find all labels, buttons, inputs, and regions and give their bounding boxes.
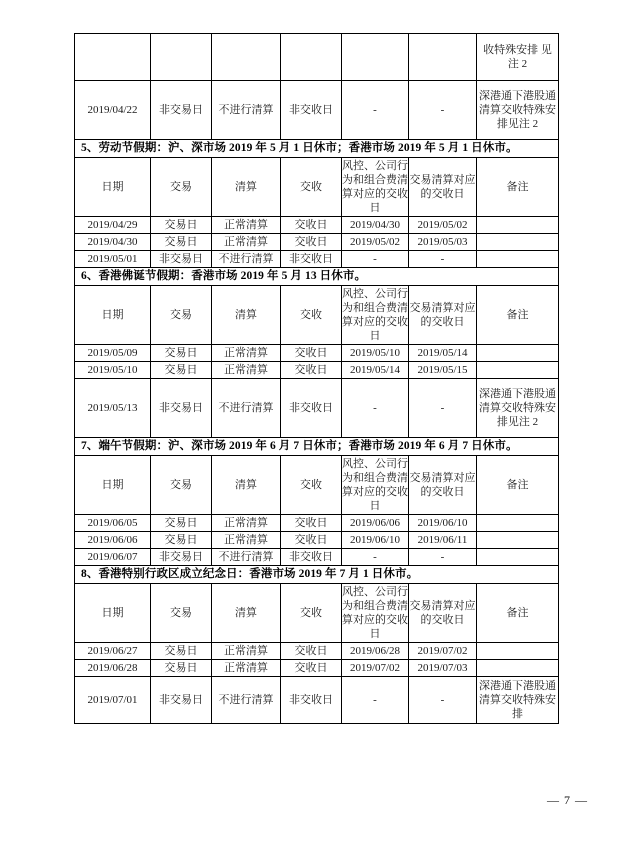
risk-settlement-cell: 2019/05/10 [342,345,409,362]
remark-cell [477,549,559,566]
trade-cell: 非交易日 [151,549,212,566]
section-7-title: 7、端午节假期：沪、深市场 2019 年 6 月 7 日休市；香港市场 2019 年 6 月 7 日休市。 [75,438,559,456]
section-5-title: 5、劳动节假期：沪、深市场 2019 年 5 月 1 日休市；香港市场 2019 年 5 月 1 日休市。 [75,140,559,158]
column-header-row [75,456,559,515]
table-row [75,81,559,140]
clearing-cell: 不进行清算 [212,251,281,268]
date-cell: 2019/04/30 [75,234,151,251]
column-header [477,286,559,345]
trade-cell: 交易日 [151,345,212,362]
remark-cell-text [477,258,558,260]
column-header [281,286,342,345]
remark-cell [477,379,559,438]
column-header [75,456,151,515]
section-header-row [75,438,559,456]
column-header-text: 风控、公司行为和组合费清算对应的交收日 [342,288,408,342]
trade-settlement-cell: 2019/07/02 [409,643,477,660]
trade-settlement-cell: 2019/07/03 [409,660,477,677]
column-header-text: 交收 [300,607,322,619]
section-header-row [75,140,559,158]
table-row [75,251,559,268]
column-header [409,286,477,345]
trade-settlement-cell: - [409,81,477,140]
settlement-cell: 非交收日 [281,379,342,438]
settlement-cell: 交收日 [281,643,342,660]
remark-cell [477,532,559,549]
remark-cell-text [477,241,558,243]
table-cell-empty [75,34,151,81]
column-header [409,584,477,643]
clearing-cell: 正常清算 [212,660,281,677]
trade-cell: 交易日 [151,234,212,251]
holiday-calendar-tables [74,33,558,724]
trade-cell: 交易日 [151,532,212,549]
column-header-text: 交收 [300,181,322,193]
risk-settlement-cell: 2019/04/30 [342,217,409,234]
risk-settlement-cell: 2019/06/28 [342,643,409,660]
column-header-text: 交易 [170,479,192,491]
column-header-text: 备注 [506,607,529,619]
table-row [75,345,559,362]
column-header [342,584,409,643]
column-header-text: 风控、公司行为和组合费清算对应的交收日 [342,160,408,214]
date-cell: 2019/06/28 [75,660,151,677]
date-cell: 2019/07/01 [75,677,151,724]
clearing-cell: 正常清算 [212,345,281,362]
remark-cell-text [477,667,558,669]
column-header [281,584,342,643]
settlement-cell: 交收日 [281,532,342,549]
table-row [75,217,559,234]
column-header-text: 交易清算对应的交收日 [409,472,476,498]
settlement-cell: 交收日 [281,660,342,677]
column-header [477,158,559,217]
settlement-cell: 非交收日 [281,81,342,140]
trade-cell: 交易日 [151,643,212,660]
trade-cell: 非交易日 [151,677,212,724]
column-header [342,456,409,515]
page-number: — 7 — [547,793,588,807]
trade-settlement-cell: - [409,251,477,268]
risk-settlement-cell: - [342,549,409,566]
section-8-title: 8、香港特别行政区成立纪念日：香港市场 2019 年 7 月 1 日休市。 [75,566,559,584]
settlement-cell: 交收日 [281,345,342,362]
remark-cell [477,34,559,81]
column-header [212,456,281,515]
trade-settlement-cell: 2019/06/11 [409,532,477,549]
column-header [75,584,151,643]
date-cell: 2019/05/09 [75,345,151,362]
trade-settlement-cell: 2019/05/03 [409,234,477,251]
trade-cell: 交易日 [151,217,212,234]
table-row [75,234,559,251]
column-header-text: 交收 [300,479,322,491]
trade-settlement-cell: 2019/05/15 [409,362,477,379]
clearing-cell: 正常清算 [212,643,281,660]
column-header [75,286,151,345]
column-header-row [75,584,559,643]
clearing-cell: 不进行清算 [212,549,281,566]
section-6-title: 6、香港佛诞节假期：香港市场 2019 年 5 月 13 日休市。 [75,268,559,286]
settlement-cell: 非交收日 [281,251,342,268]
remark-cell [477,251,559,268]
column-header-text: 风控、公司行为和组合费清算对应的交收日 [342,458,408,512]
column-header [342,286,409,345]
remark-cell-text [477,556,558,558]
remark-cell-text [477,369,558,371]
remark-cell [477,81,559,140]
column-header-text: 清算 [235,309,257,321]
date-cell: 2019/06/27 [75,643,151,660]
trade-cell: 交易日 [151,660,212,677]
table-row [75,532,559,549]
date-cell: 2019/05/13 [75,379,151,438]
clearing-cell: 不进行清算 [212,379,281,438]
date-cell: 2019/06/05 [75,515,151,532]
trade-settlement-cell: 2019/06/10 [409,515,477,532]
trade-settlement-cell: 2019/05/14 [409,345,477,362]
column-header-text: 日期 [101,309,124,321]
clearing-cell: 正常清算 [212,515,281,532]
table-row [75,677,559,724]
settlement-cell: 交收日 [281,234,342,251]
remark-cell [477,362,559,379]
risk-settlement-cell: - [342,81,409,140]
column-header [409,158,477,217]
column-header-text: 交易 [170,309,192,321]
column-header-text: 交易 [170,181,192,193]
column-header [151,286,212,345]
date-cell: 2019/05/01 [75,251,151,268]
settlement-cell: 非交收日 [281,549,342,566]
remark-cell [477,217,559,234]
trade-settlement-cell: - [409,677,477,724]
section-header-row [75,268,559,286]
date-cell: 2019/05/10 [75,362,151,379]
table-row [75,549,559,566]
table-cell-empty [409,34,477,81]
risk-settlement-cell: 2019/06/10 [342,532,409,549]
trade-cell: 非交易日 [151,251,212,268]
remark-cell [477,677,559,724]
settlement-cell: 交收日 [281,217,342,234]
column-header-text: 日期 [101,181,124,193]
trade-settlement-cell: 2019/05/02 [409,217,477,234]
table-cell-empty [151,34,212,81]
section-header-row [75,566,559,584]
column-header-text: 备注 [506,479,529,491]
column-header-text: 备注 [506,181,529,193]
column-header [212,286,281,345]
column-header [212,158,281,217]
risk-settlement-cell: - [342,379,409,438]
column-header-text: 清算 [235,607,257,619]
column-header-text: 清算 [235,479,257,491]
table-row [75,379,559,438]
table-row [75,362,559,379]
remark-cell-text [477,650,558,652]
table-cell-empty [342,34,409,81]
remark-cell [477,660,559,677]
risk-settlement-cell: 2019/05/14 [342,362,409,379]
clearing-cell: 不进行清算 [212,81,281,140]
column-header-text: 日期 [101,607,124,619]
column-header-text: 交易清算对应的交收日 [409,302,476,328]
remark-cell [477,515,559,532]
table-body [75,34,559,724]
trade-cell: 非交易日 [151,81,212,140]
table-row-partial [75,34,559,81]
clearing-cell: 正常清算 [212,532,281,549]
table-row [75,660,559,677]
settlement-cell: 交收日 [281,362,342,379]
settlement-cell: 非交收日 [281,677,342,724]
clearing-cell: 正常清算 [212,234,281,251]
remark-cell-text [477,224,558,226]
table-cell-empty [212,34,281,81]
column-header [342,158,409,217]
column-header-row [75,286,559,345]
table-row [75,515,559,532]
risk-settlement-cell: - [342,251,409,268]
risk-settlement-cell: 2019/06/06 [342,515,409,532]
column-header [151,584,212,643]
column-header-text: 交易清算对应的交收日 [409,174,476,200]
date-cell: 2019/04/22 [75,81,151,140]
remark-cell [477,643,559,660]
column-header-text: 备注 [506,309,529,321]
column-header [477,584,559,643]
column-header-row [75,158,559,217]
risk-settlement-cell: - [342,677,409,724]
column-header [151,456,212,515]
remark-cell [477,345,559,362]
trade-settlement-cell: - [409,549,477,566]
remark-cell-text: 深港通下港股通清算交收特殊安排 [479,680,556,720]
column-header-text: 日期 [101,479,124,491]
remark-cell [477,234,559,251]
clearing-cell: 正常清算 [212,362,281,379]
remark-cell-text: 收特殊安排 见注 2 [483,44,552,70]
remark-cell-text [477,539,558,541]
table-cell-empty [281,34,342,81]
column-header [281,158,342,217]
column-header-text: 交易 [170,607,192,619]
remark-cell-text [477,352,558,354]
column-header [477,456,559,515]
trade-settlement-cell: - [409,379,477,438]
holiday-calendar-table [74,33,559,724]
clearing-cell: 正常清算 [212,217,281,234]
column-header [151,158,212,217]
risk-settlement-cell: 2019/07/02 [342,660,409,677]
trade-cell: 非交易日 [151,379,212,438]
column-header-text: 清算 [235,181,257,193]
settlement-cell: 交收日 [281,515,342,532]
date-cell: 2019/06/07 [75,549,151,566]
column-header-text: 风控、公司行为和组合费清算对应的交收日 [342,586,408,640]
trade-cell: 交易日 [151,362,212,379]
clearing-cell: 不进行清算 [212,677,281,724]
remark-cell-text: 深港通下港股通清算交收特殊安排见注 2 [479,90,556,130]
column-header [75,158,151,217]
table-row [75,643,559,660]
column-header [409,456,477,515]
column-header-text: 交收 [300,309,322,321]
column-header [212,584,281,643]
remark-cell-text: 深港通下港股通清算交收特殊安排见注 2 [479,388,556,428]
date-cell: 2019/04/29 [75,217,151,234]
trade-cell: 交易日 [151,515,212,532]
column-header [281,456,342,515]
column-header-text: 交易清算对应的交收日 [409,600,476,626]
risk-settlement-cell: 2019/05/02 [342,234,409,251]
date-cell: 2019/06/06 [75,532,151,549]
remark-cell-text [477,522,558,524]
